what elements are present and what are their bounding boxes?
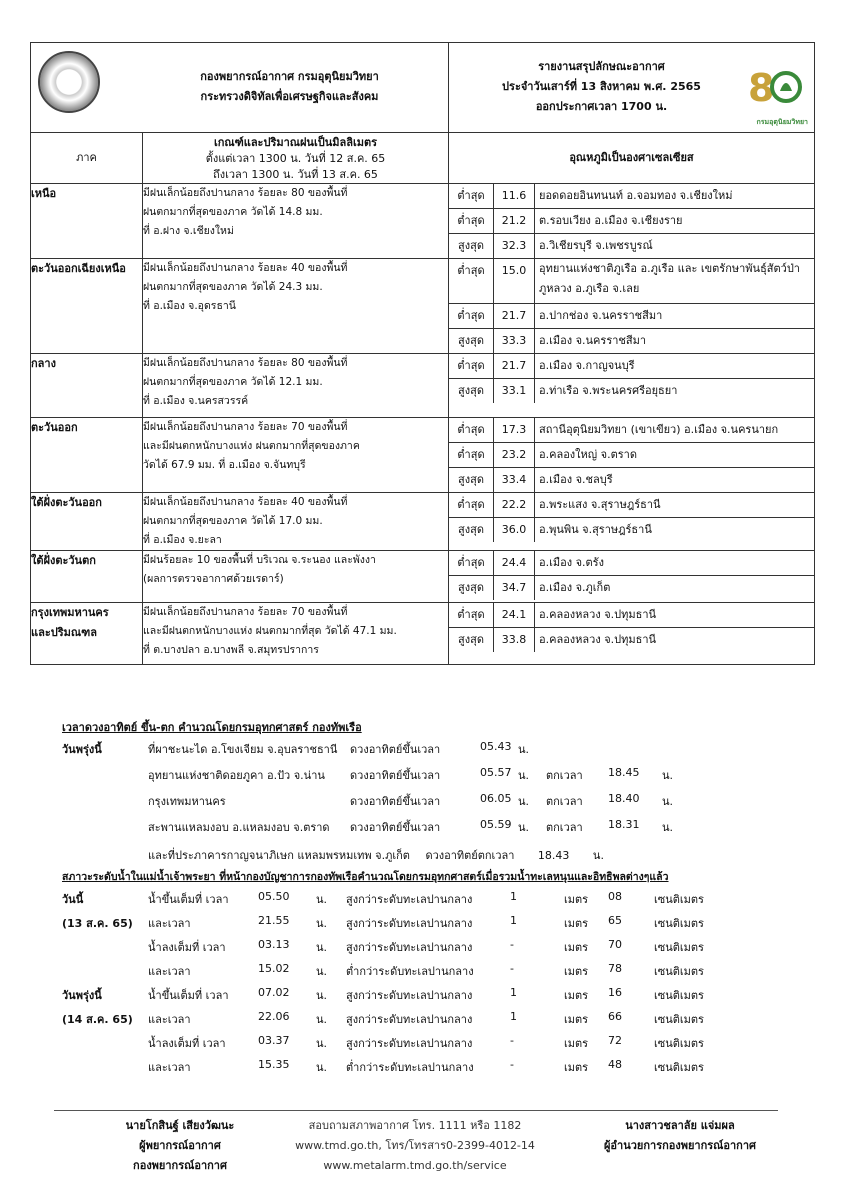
temp-kind: สูงสุด — [449, 234, 494, 258]
temp-place — [535, 418, 814, 442]
temp-row — [449, 184, 814, 209]
col-rain-header — [143, 133, 449, 184]
temp-place-line: สถานีอุตุนิยมวิทยา (เขาเขียว) อ.เมือง จ.นครนายก — [539, 423, 779, 436]
tide-label: และเวลา — [148, 917, 191, 930]
tide-unit: น. — [316, 941, 328, 954]
tide-rel: สูงกว่าระดับทะเลปานกลาง — [346, 1013, 473, 1026]
tide-date: (13 ส.ค. 65) — [62, 917, 133, 930]
temp-row — [449, 628, 814, 652]
footer-divider — [54, 1110, 778, 1111]
tide-unit: น. — [316, 1013, 328, 1026]
tide-rel: ต่ำกว่าระดับทะเลปานกลาง — [346, 1061, 474, 1074]
header-left-cell — [31, 43, 449, 133]
region-name: กรุงเทพมหานคร — [31, 606, 109, 619]
tide-time: 03.37 — [258, 1034, 290, 1047]
tmd-seal-icon — [38, 51, 100, 113]
region-name: และปริมณฑล — [31, 626, 97, 639]
temp-place-line: อ.วิเชียรบุรี จ.เพชรบูรณ์ — [539, 239, 653, 252]
temp-kind: ต่ำสุด — [449, 184, 494, 208]
tide-unit: น. — [316, 965, 328, 978]
tide-m: - — [510, 1034, 514, 1047]
temp-value: 24.4 — [494, 551, 535, 575]
sun-unit2: น. — [662, 769, 674, 782]
tide-time: 03.13 — [258, 938, 290, 951]
tide-rel: สูงกว่าระดับทะเลปานกลาง — [346, 989, 473, 1002]
rain-line: มีฝนเล็กน้อยถึงปานกลาง ร้อยละ 80 ของพื้นที่ — [143, 357, 348, 369]
sun-rise-label: ดวงอาทิตย์ขึ้นเวลา — [350, 769, 441, 782]
temp-cell — [449, 259, 815, 354]
tide-label: น้ำลงเต็มที่ เวลา — [148, 1037, 226, 1050]
logo-caption: กรมอุตุนิยมวิทยา — [756, 118, 808, 126]
temp-row — [449, 518, 814, 542]
temp-place — [535, 209, 814, 233]
tide-m: 1 — [510, 914, 517, 927]
temp-kind: สูงสุด — [449, 576, 494, 600]
temp-place-line: อ.พุนพิน จ.สุราษฎร์ธานี — [539, 523, 652, 536]
tide-cm: 16 — [608, 986, 622, 999]
temp-place — [535, 493, 814, 517]
rain-line: มีฝนเล็กน้อยถึงปานกลาง ร้อยละ 80 ของพื้นที่ — [143, 187, 348, 199]
tide-cm-unit: เซนติเมตร — [654, 989, 704, 1002]
temp-value: 33.1 — [494, 379, 535, 403]
report-issue-time: ออกประกาศเวลา 1700 น. — [535, 100, 668, 113]
temp-value: 34.7 — [494, 576, 535, 600]
temp-place-line: อ.เมือง จ.นครราชสีมา — [539, 334, 647, 347]
sun-rise-label: ดวงอาทิตย์ขึ้นเวลา — [350, 795, 441, 808]
temp-cell — [449, 418, 815, 493]
tide-m-unit: เมตร — [564, 1061, 589, 1074]
tide-m-unit: เมตร — [564, 989, 589, 1002]
temp-row — [449, 259, 814, 304]
tide-unit: น. — [316, 1037, 328, 1050]
sun-unit2: น. — [662, 795, 674, 808]
temp-value: 11.6 — [494, 184, 535, 208]
rain-cell — [143, 418, 449, 493]
temp-value: 21.7 — [494, 354, 535, 378]
tide-rel: สูงกว่าระดับทะเลปานกลาง — [346, 893, 473, 906]
tide-cm: 65 — [608, 914, 622, 927]
sun-place: สะพานแหลมงอบ อ.แหลมงอบ จ.ตราด — [148, 821, 330, 834]
temp-place — [535, 603, 814, 627]
region-name: ตะวันออกเฉียงเหนือ — [31, 262, 126, 275]
region-name: ใต้ฝั่งตะวันตก — [31, 554, 96, 567]
footer-left — [100, 1116, 260, 1176]
temp-row — [449, 304, 814, 329]
temp-row — [449, 576, 814, 600]
tide-time: 21.55 — [258, 914, 290, 927]
sun-place: ที่ผาชะนะได อ.โขงเจียม จ.อุบลราชธานี — [148, 743, 338, 756]
tmd-80-anniversary-logo-icon — [746, 61, 806, 121]
tide-rel: สูงกว่าระดับทะเลปานกลาง — [346, 1037, 473, 1050]
temp-kind: ต่ำสุด — [449, 259, 494, 303]
region-name: เหนือ — [31, 187, 57, 200]
sun-set: 18.40 — [608, 792, 640, 805]
tide-cm: 48 — [608, 1058, 622, 1071]
tide-cm: 78 — [608, 962, 622, 975]
temp-place — [535, 304, 814, 328]
temp-place-line: อ.ท่าเรือ จ.พระนครศรีอยุธยา — [539, 384, 678, 397]
temp-place — [535, 379, 814, 403]
col-rain-title: เกณฑ์และปริมาณฝนเป็นมิลลิเมตร — [213, 136, 378, 149]
sun-rise: 05.43 — [480, 740, 512, 753]
rain-line: ฝนตกมากที่สุดของภาค วัดได้ 17.0 มม. — [143, 515, 323, 527]
region-name-cell — [31, 551, 143, 603]
tide-m: - — [510, 1058, 514, 1071]
tide-label: และเวลา — [148, 965, 191, 978]
temp-value: 17.3 — [494, 418, 535, 442]
rain-cell — [143, 354, 449, 418]
region-row — [31, 259, 815, 354]
tide-m-unit: เมตร — [564, 1037, 589, 1050]
temp-place — [535, 576, 814, 600]
tide-cm: 70 — [608, 938, 622, 951]
rain-line: มีฝนเล็กน้อยถึงปานกลาง ร้อยละ 70 ของพื้นที่ — [143, 421, 348, 433]
region-name-cell — [31, 418, 143, 493]
rain-cell — [143, 603, 449, 665]
tide-cm-unit: เซนติเมตร — [654, 1037, 704, 1050]
contact-web[interactable]: www.tmd.go.th, โทร/โทรสาร0-2399-4012-14 — [295, 1139, 535, 1152]
temp-kind: สูงสุด — [449, 628, 494, 652]
rain-line: ฝนตกมากที่สุดของภาค วัดได้ 24.3 มม. — [143, 281, 323, 293]
temp-value: 21.2 — [494, 209, 535, 233]
sun-rise-label: ดวงอาทิตย์ขึ้นเวลา — [350, 743, 441, 756]
rain-line: และมีฝนตกหนักบางแห่ง ฝนตกมากที่สุดของภาค — [143, 440, 360, 452]
rain-cell — [143, 493, 449, 551]
region-row — [31, 354, 815, 418]
rain-line: ที่ อ.ฝาง จ.เชียงใหม่ — [143, 225, 234, 237]
col-temp-header — [449, 133, 815, 184]
region-name-cell — [31, 603, 143, 665]
temp-place-line: อ.เมือง จ.ภูเก็ต — [539, 581, 611, 594]
rain-line: ที่ อ.เมือง จ.ยะลา — [143, 534, 222, 546]
temp-place — [535, 628, 814, 652]
forecaster-name: นายโกสินฐ์ เสียงวัฒนะ — [125, 1119, 235, 1132]
temp-row — [449, 493, 814, 518]
rain-line: และมีฝนตกหนักบางแห่ง ฝนตกมากที่สุด วัดได้ 47.1 มม. — [143, 625, 397, 637]
temp-place — [535, 259, 814, 303]
sun-rise-label: ดวงอาทิตย์ขึ้นเวลา — [350, 821, 441, 834]
sun-set: 18.45 — [608, 766, 640, 779]
tide-m-unit: เมตร — [564, 917, 589, 930]
tide-time: 07.02 — [258, 986, 290, 999]
col-region-header — [31, 133, 143, 184]
sun-last-row — [148, 846, 604, 864]
tide-cm: 66 — [608, 1010, 622, 1023]
sun-place: กรุงเทพมหานคร — [148, 795, 226, 808]
temp-value: 33.8 — [494, 628, 535, 652]
temp-place-line: อ.คลองหลวง จ.ปทุมธานี — [539, 608, 657, 621]
footer-center — [270, 1116, 560, 1176]
sun-last-unit: น. — [592, 849, 604, 862]
weather-summary-table — [30, 42, 815, 665]
tide-cm-unit: เซนติเมตร — [654, 893, 704, 906]
tide-time: 15.02 — [258, 962, 290, 975]
temp-place-line: อ.พระแสง จ.สุราษฎร์ธานี — [539, 498, 661, 511]
tide-cm: 08 — [608, 890, 622, 903]
temp-kind: สูงสุด — [449, 379, 494, 403]
tide-time: 05.50 — [258, 890, 290, 903]
temp-place-line: อุทยานแห่งชาติภูเรือ อ.ภูเรือ และ เขตรักษาพันธุ์สัตว์ป่า — [539, 262, 800, 275]
temp-kind: ต่ำสุด — [449, 304, 494, 328]
temp-value: 15.0 — [494, 259, 535, 303]
temp-place-line: อ.เมือง จ.ชลบุรี — [539, 473, 613, 486]
sun-last-place: และที่ประภาคารกาญจนาภิเษก แหลมพรหมเทพ จ.ภูเก็ต — [148, 849, 410, 862]
director-title: ผู้อำนวยการกองพยากรณ์อากาศ — [603, 1139, 756, 1152]
temp-value: 32.3 — [494, 234, 535, 258]
region-name-cell — [31, 493, 143, 551]
tide-unit: น. — [316, 1061, 328, 1074]
temp-kind: ต่ำสุด — [449, 603, 494, 627]
temp-cell — [449, 603, 815, 665]
temp-kind: สูงสุด — [449, 518, 494, 542]
region-name: ตะวันออก — [31, 421, 78, 434]
rain-cell — [143, 259, 449, 354]
tide-cm-unit: เซนติเมตร — [654, 917, 704, 930]
temp-kind: ต่ำสุด — [449, 493, 494, 517]
tide-m-unit: เมตร — [564, 1013, 589, 1026]
tide-date: (14 ส.ค. 65) — [62, 1013, 133, 1026]
temp-place — [535, 329, 814, 353]
temp-place-line: อ.คลองใหญ่ จ.ตราด — [539, 448, 637, 461]
rain-line: ฝนตกมากที่สุดของภาค วัดได้ 14.8 มม. — [143, 206, 323, 218]
header-right-cell — [449, 43, 815, 133]
temp-place-line: อ.เมือง จ.ตรัง — [539, 556, 604, 569]
temp-place-line: อ.เมือง จ.กาญจนบุรี — [539, 359, 635, 372]
region-name: ใต้ฝั่งตะวันออก — [31, 496, 102, 509]
temp-place — [535, 184, 814, 208]
temp-row — [449, 209, 814, 234]
temp-value: 23.2 — [494, 443, 535, 467]
temp-kind: ต่ำสุด — [449, 443, 494, 467]
rain-line: มีฝนร้อยละ 10 ของพื้นที่ บริเวณ จ.ระนอง และพังงา — [143, 554, 376, 566]
region-name-cell — [31, 259, 143, 354]
temp-place — [535, 443, 814, 467]
tide-m: - — [510, 938, 514, 951]
sun-place: อุทยานแห่งชาติดอยภูคา อ.ปัว จ.น่าน — [148, 769, 325, 782]
tide-cm-unit: เซนติเมตร — [654, 1061, 704, 1074]
temp-row — [449, 329, 814, 353]
temp-row — [449, 468, 814, 492]
tide-label: น้ำขึ้นเต็มที่ เวลา — [148, 989, 229, 1002]
region-row — [31, 493, 815, 551]
sun-day-label: วันพรุ่งนี้ — [62, 743, 102, 756]
tide-rel: สูงกว่าระดับทะเลปานกลาง — [346, 917, 473, 930]
tide-day-label: วันนี้ — [62, 893, 84, 906]
temp-value: 24.1 — [494, 603, 535, 627]
temp-place-line: อ.คลองหลวง จ.ปทุมธานี — [539, 633, 657, 646]
tide-section-title: สภาวะระดับน้ำในแม่น้ำเจ้าพระยา ที่หน้ากองบัญชาการกองทัพเรือคำนวณโดยกรมอุทกศาสตร์เมื่อรวมน้ำทะเลหนุนและอิทธิพลต่างๆแล้ว — [62, 871, 669, 883]
tide-m: - — [510, 962, 514, 975]
temp-row — [449, 551, 814, 576]
region-row — [31, 551, 815, 603]
tide-m-unit: เมตร — [564, 965, 589, 978]
tide-cm-unit: เซนติเมตร — [654, 941, 704, 954]
tide-label: น้ำลงเต็มที่ เวลา — [148, 941, 226, 954]
tide-cm-unit: เซนติเมตร — [654, 965, 704, 978]
report-date: ประจำวันเสาร์ที่ 13 สิงหาคม พ.ศ. 2565 — [502, 80, 701, 93]
temp-cell — [449, 551, 815, 603]
temp-place-line2: ภูหลวง อ.ภูเรือ จ.เลย — [539, 282, 640, 295]
temp-value: 33.4 — [494, 468, 535, 492]
temp-place-line: ยอดดอยอินทนนท์ อ.จอมทอง จ.เชียงใหม่ — [539, 189, 733, 202]
forecaster-division: กองพยากรณ์อากาศ — [133, 1159, 227, 1172]
sun-set-label: ตกเวลา — [546, 821, 583, 834]
tide-m: 1 — [510, 1010, 517, 1023]
sun-rise: 05.59 — [480, 818, 512, 831]
tide-cm-unit: เซนติเมตร — [654, 1013, 704, 1026]
tide-rel: สูงกว่าระดับทะเลปานกลาง — [346, 941, 473, 954]
sun-unit2: น. — [662, 821, 674, 834]
temp-cell — [449, 184, 815, 259]
report-title: รายงานสรุปลักษณะอากาศ — [538, 60, 665, 73]
rain-line: ที่ ต.บางปลา อ.บางพลี จ.สมุทรปราการ — [143, 644, 319, 656]
tide-unit: น. — [316, 893, 328, 906]
rain-line: ฝนตกมากที่สุดของภาค วัดได้ 12.1 มม. — [143, 376, 323, 388]
temp-row — [449, 354, 814, 379]
rain-line: ที่ อ.เมือง จ.อุดรธานี — [143, 300, 236, 312]
temp-place — [535, 234, 814, 258]
sun-unit: น. — [518, 769, 530, 782]
temp-row — [449, 234, 814, 258]
tide-m-unit: เมตร — [564, 893, 589, 906]
temp-cell — [449, 493, 815, 551]
sun-last-label: ดวงอาทิตย์ตกเวลา — [425, 849, 515, 862]
sun-section-title: เวลาดวงอาทิตย์ ขึ้น-ตก คำนวณโดยกรมอุทกศาสตร์ กองทัพเรือ — [62, 721, 362, 734]
tide-time: 15.35 — [258, 1058, 290, 1071]
contact-service-link[interactable]: www.metalarm.tmd.go.th/service — [323, 1159, 507, 1172]
tide-m: 1 — [510, 986, 517, 999]
temp-kind: ต่ำสุด — [449, 354, 494, 378]
sun-last-time: 18.43 — [537, 849, 570, 862]
sun-rise: 06.05 — [480, 792, 512, 805]
temp-value: 36.0 — [494, 518, 535, 542]
col-region-label: ภาค — [76, 151, 97, 164]
temp-place-line: ต.รอบเวียง อ.เมือง จ.เชียงราย — [539, 214, 683, 227]
rain-line: (ผลการตรวจอากาศด้วยเรดาร์) — [143, 573, 284, 585]
temp-kind: ต่ำสุด — [449, 551, 494, 575]
temp-row — [449, 418, 814, 443]
sun-unit: น. — [518, 743, 530, 756]
tide-m-unit: เมตร — [564, 941, 589, 954]
temp-place — [535, 518, 814, 542]
rain-line: มีฝนเล็กน้อยถึงปานกลาง ร้อยละ 70 ของพื้นที่ — [143, 606, 348, 618]
svg-text:8: 8 — [748, 66, 775, 110]
tide-rel: ต่ำกว่าระดับทะเลปานกลาง — [346, 965, 474, 978]
col-rain-from: ตั้งแต่เวลา 1300 น. วันที่ 12 ส.ค. 65 — [205, 152, 386, 165]
region-row — [31, 418, 815, 493]
tide-unit: น. — [316, 989, 328, 1002]
sun-set-label: ตกเวลา — [546, 769, 583, 782]
rain-line: มีฝนเล็กน้อยถึงปานกลาง ร้อยละ 40 ของพื้นที่ — [143, 262, 348, 274]
sun-unit: น. — [518, 821, 530, 834]
temp-place — [535, 468, 814, 492]
tide-unit: น. — [316, 917, 328, 930]
temp-place — [535, 354, 814, 378]
sun-set: 18.31 — [608, 818, 640, 831]
rain-line: ที่ อ.เมือง จ.นครสวรรค์ — [143, 395, 249, 407]
tide-day-label: วันพรุ่งนี้ — [62, 989, 102, 1002]
tide-time: 22.06 — [258, 1010, 290, 1023]
col-temp-label: อุณหภูมิเป็นองศาเซลเซียส — [569, 151, 694, 164]
temp-row — [449, 603, 814, 628]
region-name-cell — [31, 354, 143, 418]
region-row — [31, 184, 815, 259]
sun-rise: 05.57 — [480, 766, 512, 779]
temp-row — [449, 379, 814, 403]
temp-place-line: อ.ปากช่อง จ.นครราชสีมา — [539, 309, 663, 322]
footer-right — [580, 1116, 780, 1156]
rain-cell — [143, 184, 449, 259]
temp-value: 21.7 — [494, 304, 535, 328]
temp-cell — [449, 354, 815, 418]
rain-cell — [143, 551, 449, 603]
tide-label: และเวลา — [148, 1061, 191, 1074]
contact-phone: สอบถามสภาพอากาศ โทร. 1111 หรือ 1182 — [308, 1119, 522, 1132]
region-name: กลาง — [31, 357, 56, 370]
forecaster-title: ผู้พยากรณ์อากาศ — [139, 1139, 221, 1152]
tide-label: น้ำขึ้นเต็มที่ เวลา — [148, 893, 229, 906]
header-ministry: กระทรวงดิจิทัลเพื่อเศรษฐกิจและสังคม — [200, 90, 379, 103]
director-name: นางสาวชลาลัย แจ่มผล — [625, 1119, 735, 1132]
region-row — [31, 603, 815, 665]
temp-value: 33.3 — [494, 329, 535, 353]
tide-label: และเวลา — [148, 1013, 191, 1026]
temp-kind: สูงสุด — [449, 468, 494, 492]
temp-kind: สูงสุด — [449, 329, 494, 353]
rain-line: มีฝนเล็กน้อยถึงปานกลาง ร้อยละ 40 ของพื้นที่ — [143, 496, 348, 508]
sun-unit: น. — [518, 795, 530, 808]
temp-place — [535, 551, 814, 575]
tide-m: 1 — [510, 890, 517, 903]
tide-cm: 72 — [608, 1034, 622, 1047]
sun-set-label: ตกเวลา — [546, 795, 583, 808]
region-name-cell — [31, 184, 143, 259]
temp-value: 22.2 — [494, 493, 535, 517]
temp-row — [449, 443, 814, 468]
temp-kind: ต่ำสุด — [449, 418, 494, 442]
temp-kind: ต่ำสุด — [449, 209, 494, 233]
rain-line: วัดได้ 67.9 มม. ที่ อ.เมือง จ.จันทบุรี — [143, 459, 306, 471]
col-rain-to: ถึงเวลา 1300 น. วันที่ 13 ส.ค. 65 — [213, 168, 378, 181]
header-department: กองพยากรณ์อากาศ กรมอุตุนิยมวิทยา — [200, 70, 379, 83]
